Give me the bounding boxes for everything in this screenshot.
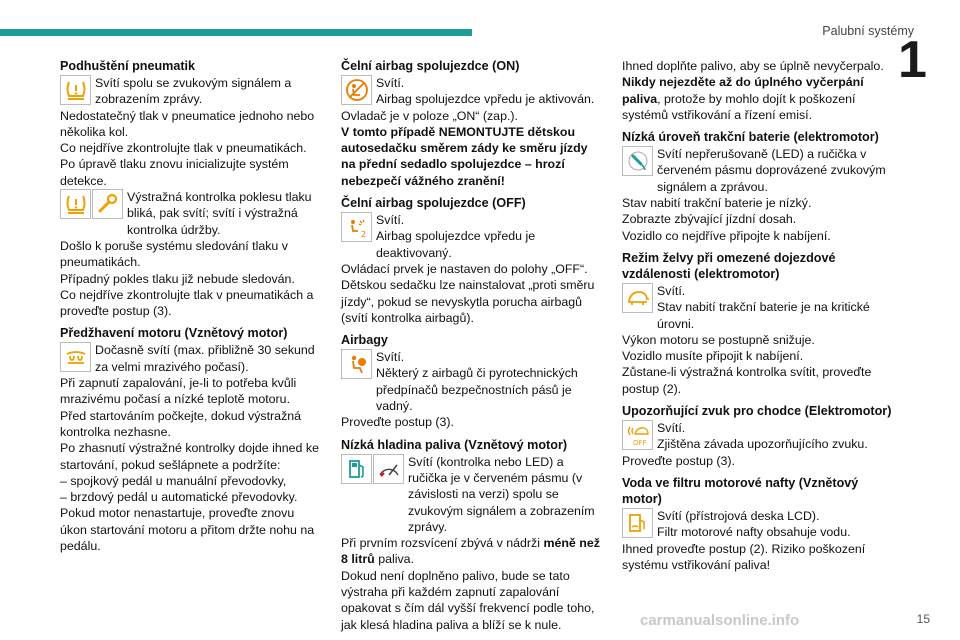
turtle-icon-text-1: Svítí.: [657, 283, 686, 298]
turtle-para-1: Výkon motoru se postupně snižuje.: [622, 332, 815, 347]
airbag-off-para-2: Dětskou sedačku lze nainstalovat „proti směru jízdy“, pokud se nevyskytla porucha airbagů (svítí kontrolka airbagů).: [341, 278, 595, 325]
glow-heading: Předžhavení motoru (Vznětový motor): [60, 326, 288, 341]
airbag-off-para-1: Ovládací prvek je nastaven do polohy „OFF“.: [341, 261, 588, 276]
tire-pressure-warning-icon: [60, 189, 91, 219]
tpms-icon-text: Svítí spolu se zvukovým signálem a zobrazením zprávy.: [95, 76, 292, 107]
wrench-service-icon: [92, 189, 123, 219]
tpms-para-3: Po úpravě tlaku znovu inicializujte systém detekce.: [60, 157, 289, 188]
fuel-para-3: Ihned doplňte palivo, aby se úplně nevyčerpalo.: [622, 59, 884, 73]
charging-plug-icon: [622, 146, 653, 176]
glow-plug-icon: [60, 342, 91, 372]
pedestrian-icon-text-2: Zjištěna závada upozorňujícího zvuku.: [657, 437, 868, 452]
airbags-icon-row: [341, 349, 605, 414]
airbag-on-heading: Čelní airbag spolujezdce (ON): [341, 59, 520, 73]
tpms-para-4: Došlo k poruše systému sledování tlaku v pneumatikách.: [60, 238, 288, 270]
fuel-heading: Nízká hladina paliva (Vznětový motor): [341, 437, 568, 452]
battery-para-1: Stav nabití trakční baterie je nízký.: [622, 196, 812, 211]
battery-icon-row: [622, 146, 894, 195]
watermark: carmanualsonline.info: [640, 612, 800, 629]
glow-para-3: Po zhasnutí výstražné kontrolky dojde ihned ke startování, pokud sešlápnete a podržíte:: [60, 441, 319, 472]
svg-text:2: 2: [360, 230, 366, 240]
airbags-icon-text-1: Svítí.: [376, 350, 405, 365]
airbag-off-icon-text-1: Svítí.: [376, 213, 405, 228]
tpms-para-5: Případný pokles tlaku již nebude sledován.: [60, 271, 295, 286]
fuel-icon-text: Svítí (kontrolka nebo LED) a ručička je v červeném pásmu (v závislosti na verzi) spolu se zvukovým signálem a zobrazením zprávy.: [408, 454, 595, 534]
fuel-para-2: Dokud není doplněno palivo, bude se tato výstraha při každém zapnutí zapalování opakovat s čím dál vyšší frekvencí podle toho, jak klesá hladina paliva a blíží se k nule.: [341, 568, 595, 632]
battery-heading: Nízká úroveň trakční baterie (elektromotor): [622, 130, 879, 145]
pedestrian-icon-text-1: Svítí.: [657, 421, 686, 436]
airbag-off-icon-row: [341, 212, 605, 261]
airbags-para-1: Proveďte postup (3).: [341, 415, 454, 430]
fuel-gauge-icon: [373, 454, 404, 484]
airbag-off-icon-text-2: Airbag spolujezdce vpředu je deaktivovaný.: [376, 229, 536, 260]
airbags-icon-text-2: Některý z airbagů či pyrotechnických předpínačů bezpečnostních pásů je vadný.: [376, 366, 578, 414]
fuel-para-4-rest: , protože by mohlo dojít k poškození systémů vstřikování a řízení emisí.: [622, 91, 856, 122]
column-1: [60, 58, 324, 554]
fuel-para-1: [341, 535, 605, 568]
airbag-off-heading: Čelní airbag spolujezdce (OFF): [341, 196, 526, 211]
water-in-fuel-icon: [622, 508, 653, 538]
glow-icon-text: Dočasně svítí (max. přibližně 30 sekund za velmi mrazivého počasí).: [95, 343, 315, 374]
pedestrian-para-1: Proveďte postup (3).: [622, 453, 735, 468]
turtle-mode-icon: [622, 283, 653, 313]
glow-para-2: Před startováním počkejte, dokud výstražná kontrolka nezhasne.: [60, 408, 302, 439]
airbag-on-icon-row: [341, 75, 605, 108]
fuel-para-1b: méně než 8 litrů: [341, 536, 600, 567]
passenger-airbag-off-icon: [341, 212, 372, 242]
tpms-icon-row: [60, 75, 324, 108]
pedestrian-sound-heading: Upozorňující zvuk pro chodce (Elektromotor): [622, 404, 892, 419]
battery-para-3: Vozidlo co nejdříve připojte k nabíjení.: [622, 228, 831, 243]
passenger-airbag-on-icon: [341, 75, 372, 105]
turtle-para-3: Zůstane-li výstražná kontrolka svítit, proveďte postup (2).: [622, 365, 872, 396]
chapter-number: 1: [898, 31, 927, 89]
airbag-on-icon-text-2: Airbag spolujezdce vpředu je aktivován.: [376, 92, 595, 107]
turtle-heading: Režim želvy při omezené dojezdové vzdálenosti (elektromotor): [622, 250, 836, 281]
glow-list-item-2: – brzdový pedál u automatické převodovky.: [60, 490, 298, 505]
tpms-para-1: Nedostatečný tlak v pneumatice jednoho nebo několika kol.: [60, 108, 315, 139]
airbags-heading: Airbagy: [341, 333, 388, 348]
turtle-para-2: Vozidlo musíte připojit k nabíjení.: [622, 349, 804, 364]
turtle-icon-row: [622, 283, 894, 332]
tpms-heading: Podhuštění pneumatik: [60, 59, 196, 73]
glow-icon-row: [60, 342, 324, 375]
fuel-para-1c: paliva.: [374, 552, 415, 567]
water-filter-heading: Voda ve filtru motorové nafty (Vznětový motor): [622, 475, 859, 506]
water-icon-text-2: Filtr motorové nafty obsahuje vodu.: [657, 525, 851, 540]
fuel-warning-bold: Nikdy nejezděte až do úplného vyčerpání paliva: [622, 75, 864, 106]
tpms-fault-icon-text: Výstražná kontrolka poklesu tlaku bliká, pak svítí; svítí i výstražná kontrolka údržby.: [127, 190, 312, 237]
airbag-on-icon-text-1: Svítí.: [376, 76, 405, 90]
glow-list-item-1: – spojkový pedál u manuální převodovky,: [60, 473, 287, 488]
tire-pressure-warning-icon: [60, 75, 91, 105]
tpms-fault-icon-row: [60, 189, 324, 238]
fuel-pump-icon: [341, 454, 372, 484]
fuel-icon-row: [341, 454, 605, 535]
turtle-icon-text-2: Stav nabití trakční baterie je na kritické úrovni.: [657, 300, 870, 331]
column-3: [622, 58, 894, 573]
pedestrian-icon-label: OFF: [632, 439, 647, 448]
tpms-para-2: Co nejdříve zkontrolujte tlak v pneumatikách.: [60, 141, 307, 156]
pedestrian-sound-icon-row: [622, 420, 894, 453]
fuel-para-1a: Při prvním rozsvícení zbývá v nádrži: [341, 536, 544, 551]
tpms-para-6: Co nejdříve zkontrolujte tlak v pneumatikách a proveďte postup (3).: [60, 287, 314, 319]
pedestrian-sound-off-icon: [622, 420, 653, 450]
header-accent-bar: [0, 29, 472, 36]
fuel-para-4: [622, 74, 894, 123]
airbag-fault-icon: [341, 349, 372, 379]
airbag-on-para-1: Ovladač je v poloze „ON“ (zap.).: [341, 108, 518, 123]
battery-para-2: Zobrazte zbývající jízdní dosah.: [622, 212, 797, 227]
water-filter-icon-row: [622, 508, 894, 541]
airbag-on-warning: V tomto případě NEMONTUJTE dětskou autosedačku směrem zády ke směru jízdy na přední sedadlo spolujezdce – hrozí nebezpečí vážného zranění!: [341, 124, 588, 188]
glow-para-1: Při zapnutí zapalování, je-li to potřeba kvůli mrazivému počasí a nízké teplotě motoru.: [60, 376, 297, 407]
battery-icon-text: Svítí nepřerušovaně (LED) a ručička v červeném pásmu doprovázené zvukovým signálem a zprávou.: [657, 147, 886, 194]
water-para-1: Ihned proveďte postup (2). Riziko poškození systému vstřikování paliva!: [622, 541, 866, 572]
section-title: Palubní systémy: [822, 24, 914, 38]
column-2: [341, 58, 605, 633]
glow-para-4: Pokud motor nenastartuje, proveďte znovu úkon startování motoru a přitom držte nohu na pedálu.: [60, 506, 315, 554]
water-icon-text-1: Svítí (přístrojová deska LCD).: [657, 508, 820, 523]
page-number: 15: [916, 612, 930, 626]
